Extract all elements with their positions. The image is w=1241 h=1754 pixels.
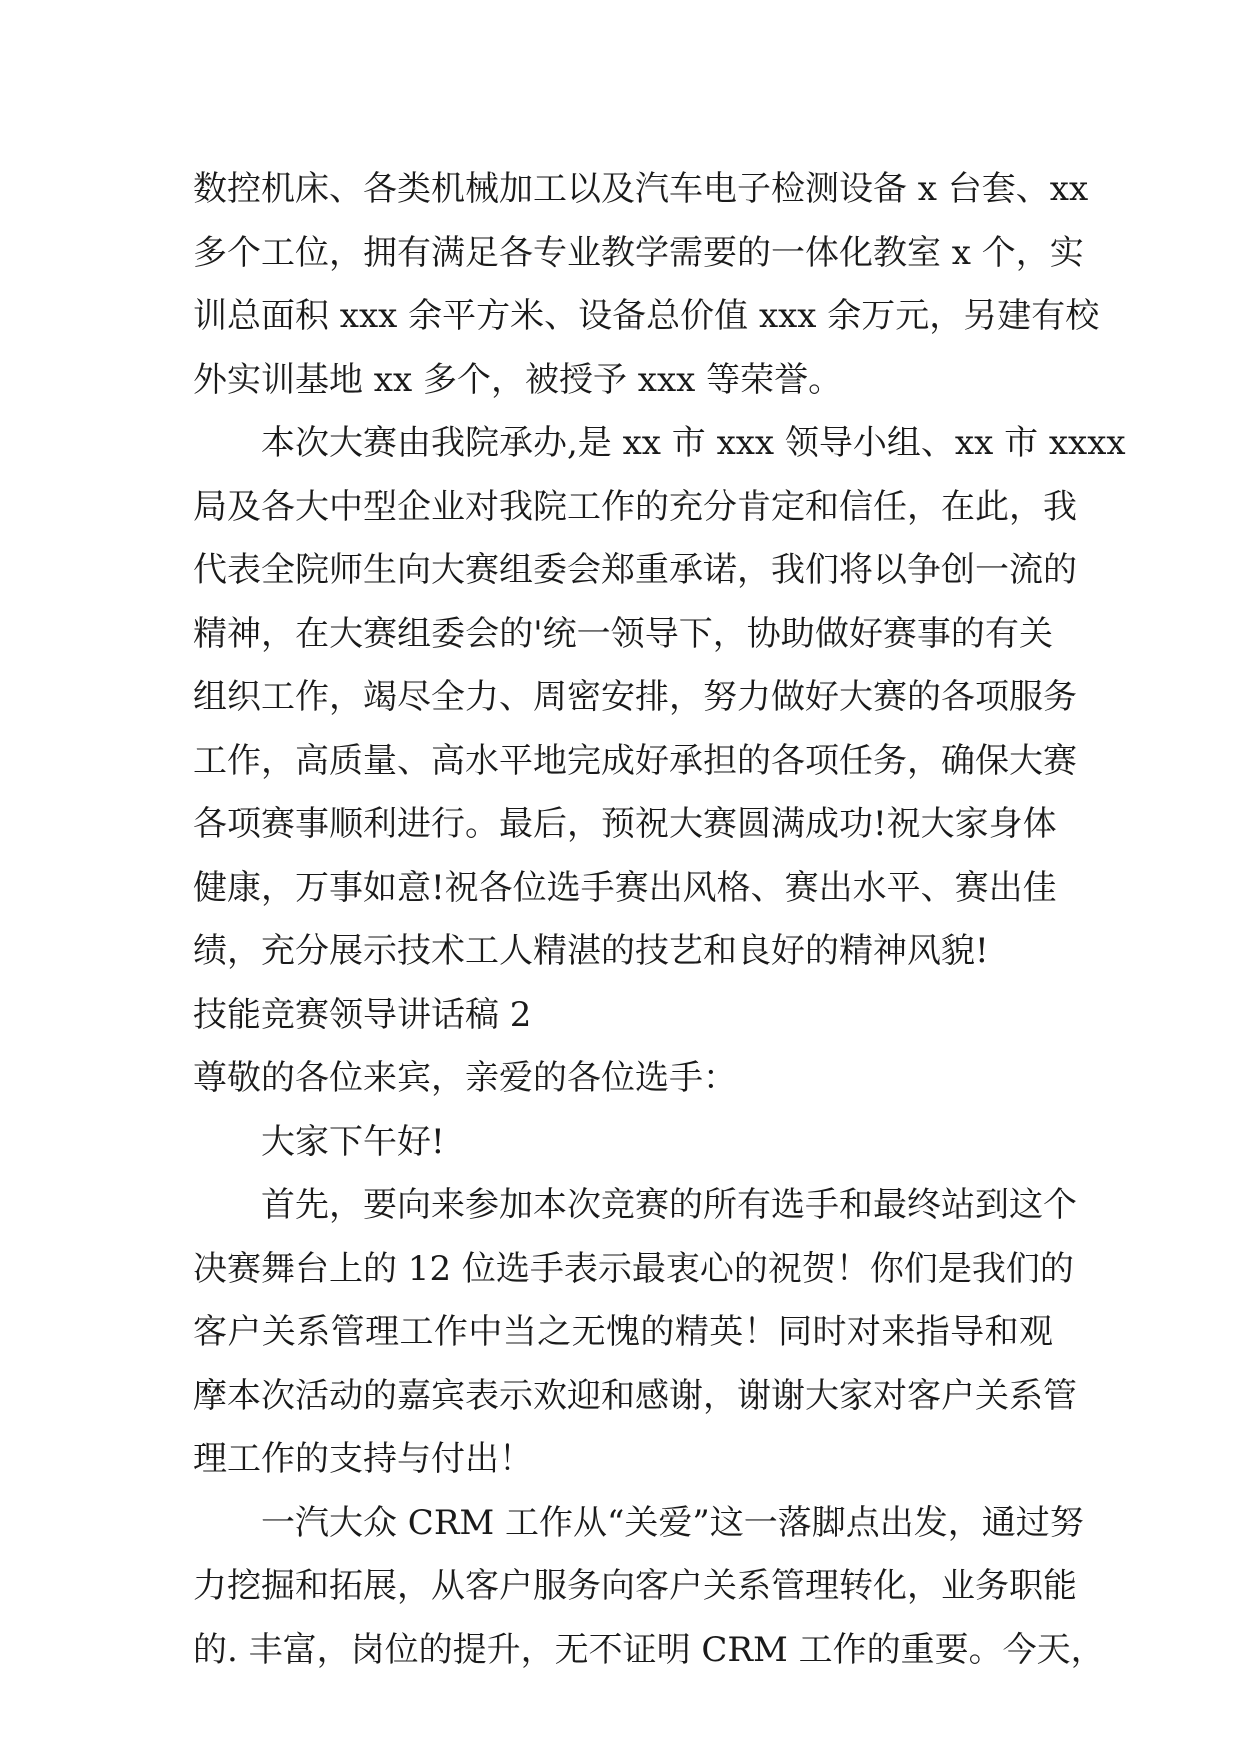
text-line: 各项赛事顺利进行。最后，预祝大赛圆满成功!祝大家身体 [193,804,1057,844]
text-line: 理工作的支持与付出！ [193,1439,533,1479]
text-line: 外实训基地 xx 多个，被授予 xxx 等荣誉。 [193,359,843,400]
text-line: 首先，要向来参加本次竞赛的所有选手和最终站到这个 [261,1185,1077,1225]
text-line: 尊敬的各位来宾，亲爱的各位选手： [193,1058,737,1098]
text-line: 摩本次活动的嘉宾表示欢迎和感谢，谢谢大家对客户关系管 [193,1375,1077,1416]
text-line: 精神，在大赛组委会的'统一领导下，协助做好赛事的有关 [193,613,1053,654]
text-line: 代表全院师生向大赛组委会郑重承诺，我们将以争创一流的 [193,550,1077,590]
text-line: 局及各大中型企业对我院工作的充分肯定和信任，在此，我 [193,486,1077,527]
text-line: 决赛舞台上的 12 位选手表示最衷心的祝贺！你们是我们的 [193,1248,1074,1289]
text-line: 工作，高质量、高水平地完成好承担的各项任务，确保大赛 [193,740,1077,781]
text-line: 健康，万事如意!祝各位选手赛出风格、赛出水平、赛出佳 [193,867,1057,908]
text-line: 训总面积 xxx 余平方米、设备总价值 xxx 余万元，另建有校 [193,296,1100,336]
document-body [193,158,1126,1682]
text-line: 大家下午好! [261,1121,445,1162]
text-line: 客户关系管理工作中当之无愧的精英！同时对来指导和观 [193,1312,1053,1352]
text-line: 组织工作，竭尽全力、周密安排，努力做好大赛的各项服务 [193,677,1077,717]
text-line: 技能竞赛领导讲话稿 2 [193,994,532,1035]
text-line: 的. 丰富，岗位的提升，无不证明 CRM 工作的重要。今天， [193,1629,1105,1670]
text-line: 多个工位，拥有满足各专业教学需要的一体化教室 x 个，实 [193,232,1084,273]
text-line: 一汽大众 CRM 工作从“关爱”这一落脚点出发，通过努 [261,1502,1084,1543]
text-line: 本次大赛由我院承办,是 xx 市 xxx 领导小组、xx 市 xxxx [261,423,1126,463]
text-line: 数控机床、各类机械加工以及汽车电子检测设备 x 台套、xx [193,169,1089,209]
text-line: 绩，充分展示技术工人精湛的技艺和良好的精神风貌! [193,931,989,971]
text-line: 力挖掘和拓展，从客户服务向客户关系管理转化，业务职能 [193,1566,1077,1606]
